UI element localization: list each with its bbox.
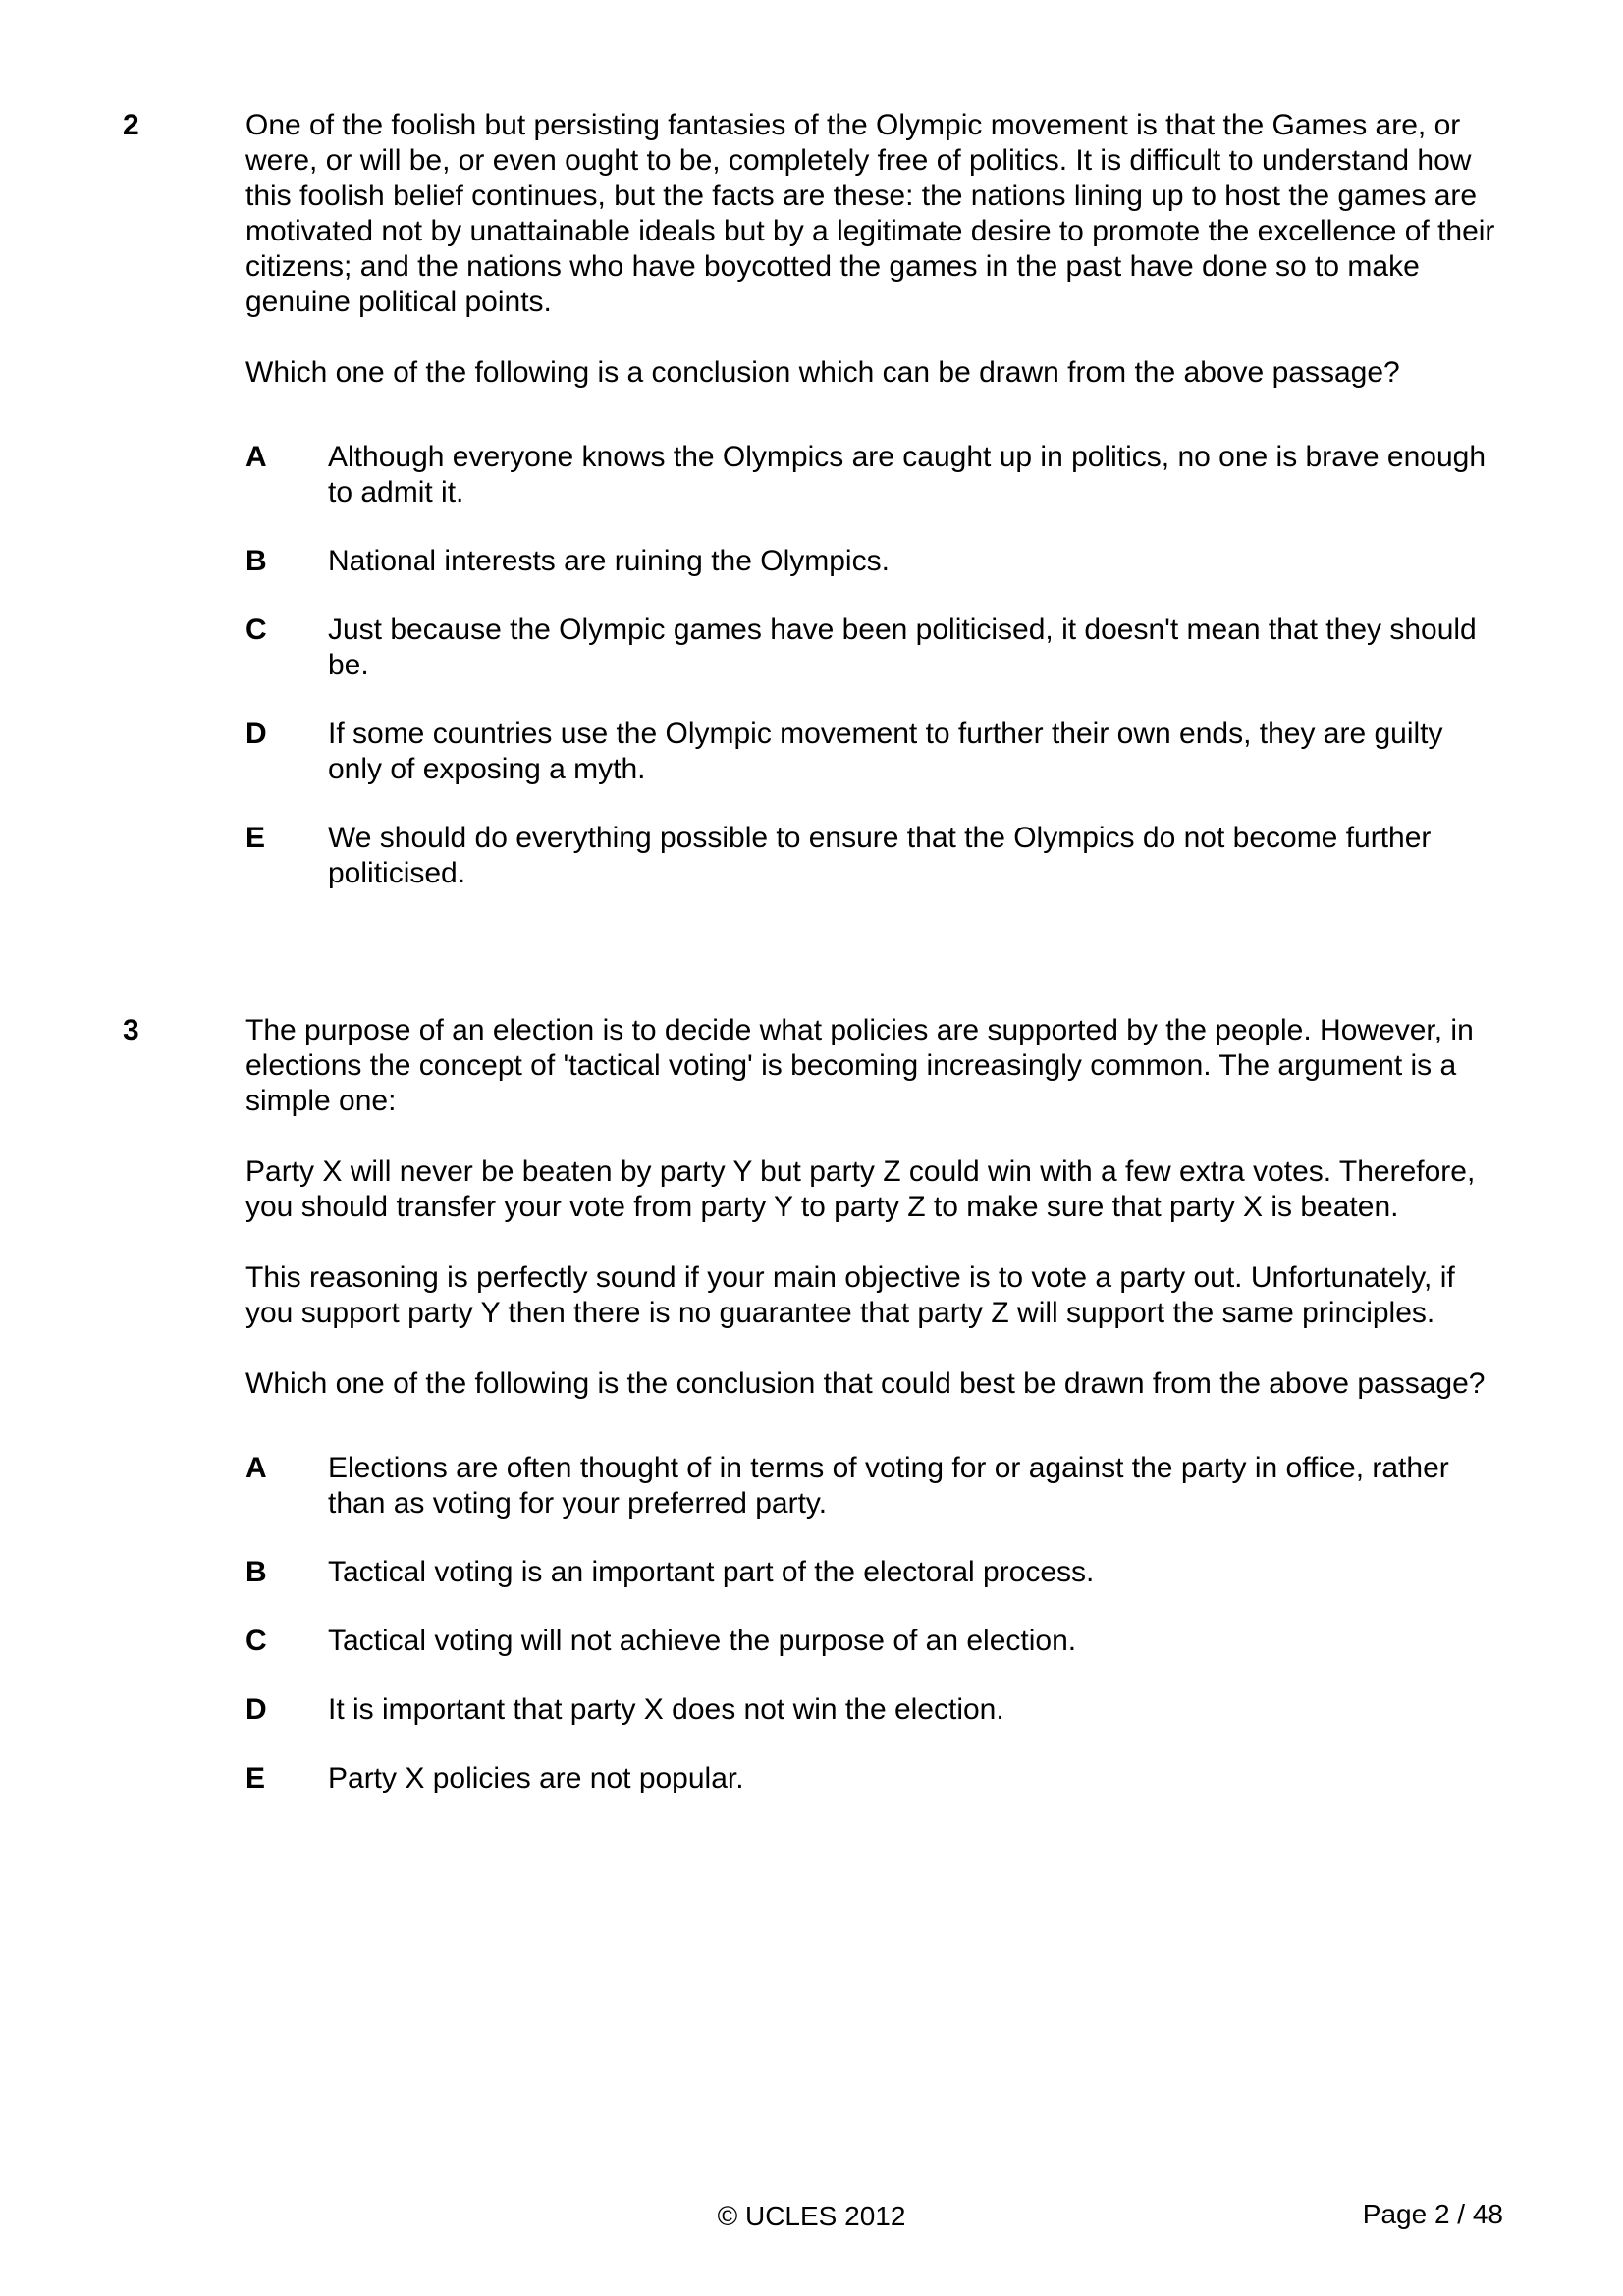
question-number: 3 <box>123 1014 139 1046</box>
question-body <box>245 108 1522 925</box>
passage-paragraph: Party X will never be beaten by party Y but party Z could win with a few extra votes. Therefore, you should transfer your vote from party Y to party Z to make sure that party X is beaten. <box>245 1155 1476 1223</box>
answer-option-b[interactable] <box>245 544 1522 579</box>
option-letter: B <box>245 545 267 577</box>
option-letter: D <box>245 1693 267 1726</box>
question-prompt: Which one of the following is the conclusion that could best be drawn from the above passage? <box>245 1367 1486 1400</box>
option-text: Tactical voting will not achieve the purpose of an election. <box>328 1625 1077 1657</box>
option-letter: A <box>245 1452 267 1484</box>
answer-options <box>245 1451 1522 1796</box>
footer-page-number: Page 2 / 48 <box>1362 2199 1503 2229</box>
answer-option-a[interactable] <box>245 1451 1522 1522</box>
option-letter: C <box>245 614 267 646</box>
passage-paragraph: This reasoning is perfectly sound if your main objective is to vote a party out. Unfortunately, if you support party Y then there is no guarantee that party Z will support the same principles. <box>245 1261 1455 1329</box>
option-text: Although everyone knows the Olympics are caught up in politics, no one is brave enough to admit it. <box>328 441 1487 508</box>
option-letter: E <box>245 1762 266 1794</box>
question-body <box>245 1013 1522 1830</box>
answer-option-a[interactable] <box>245 440 1522 510</box>
option-text: If some countries use the Olympic movement to further their own ends, they are guilty only of exposing a myth. <box>328 718 1443 785</box>
option-text: Elections are often thought of in terms of voting for or against the party in office, rather than as voting for your preferred party. <box>328 1452 1449 1520</box>
answer-options <box>245 440 1522 891</box>
passage-paragraph: The purpose of an election is to decide what policies are supported by the people. However, in elections the concept of 'tactical voting' is becoming increasingly common. The argument is a simple one: <box>245 1014 1474 1117</box>
option-letter: B <box>245 1556 267 1588</box>
answer-option-e[interactable] <box>245 1761 1522 1796</box>
option-text: Tactical voting is an important part of the electoral process. <box>328 1556 1095 1588</box>
option-text: National interests are ruining the Olympics. <box>328 545 890 577</box>
question-number: 2 <box>123 109 139 141</box>
footer-copyright: © UCLES 2012 <box>717 2201 906 2231</box>
answer-option-e[interactable] <box>245 821 1522 891</box>
answer-option-d[interactable] <box>245 1692 1522 1728</box>
passage-paragraph: One of the foolish but persisting fantasies of the Olympic movement is that the Games are, or were, or will be, or even ought to be, completely free of politics. It is difficult to understand how this foolish belief continues, but the facts are these: the nations lining up to host the games are motivated not by unattainable ideals but by a legitimate desire to promote the excellence of their citizens; and the nations who have boycotted the games in the past have done so to make genuine political points. <box>245 109 1495 318</box>
option-letter: C <box>245 1625 267 1657</box>
option-text: Just because the Olympic games have been politicised, it doesn't mean that they should be. <box>328 614 1477 681</box>
option-text: Party X policies are not popular. <box>328 1762 744 1794</box>
option-letter: D <box>245 718 267 750</box>
answer-option-b[interactable] <box>245 1555 1522 1590</box>
answer-option-c[interactable] <box>245 613 1522 683</box>
option-text: It is important that party X does not win the election. <box>328 1693 1004 1726</box>
option-letter: E <box>245 822 266 854</box>
option-letter: A <box>245 441 267 473</box>
question-prompt: Which one of the following is a conclusion which can be drawn from the above passage? <box>245 356 1400 389</box>
option-text: We should do everything possible to ensure that the Olympics do not become further politicised. <box>328 822 1432 889</box>
answer-option-d[interactable] <box>245 717 1522 787</box>
answer-option-c[interactable] <box>245 1624 1522 1659</box>
